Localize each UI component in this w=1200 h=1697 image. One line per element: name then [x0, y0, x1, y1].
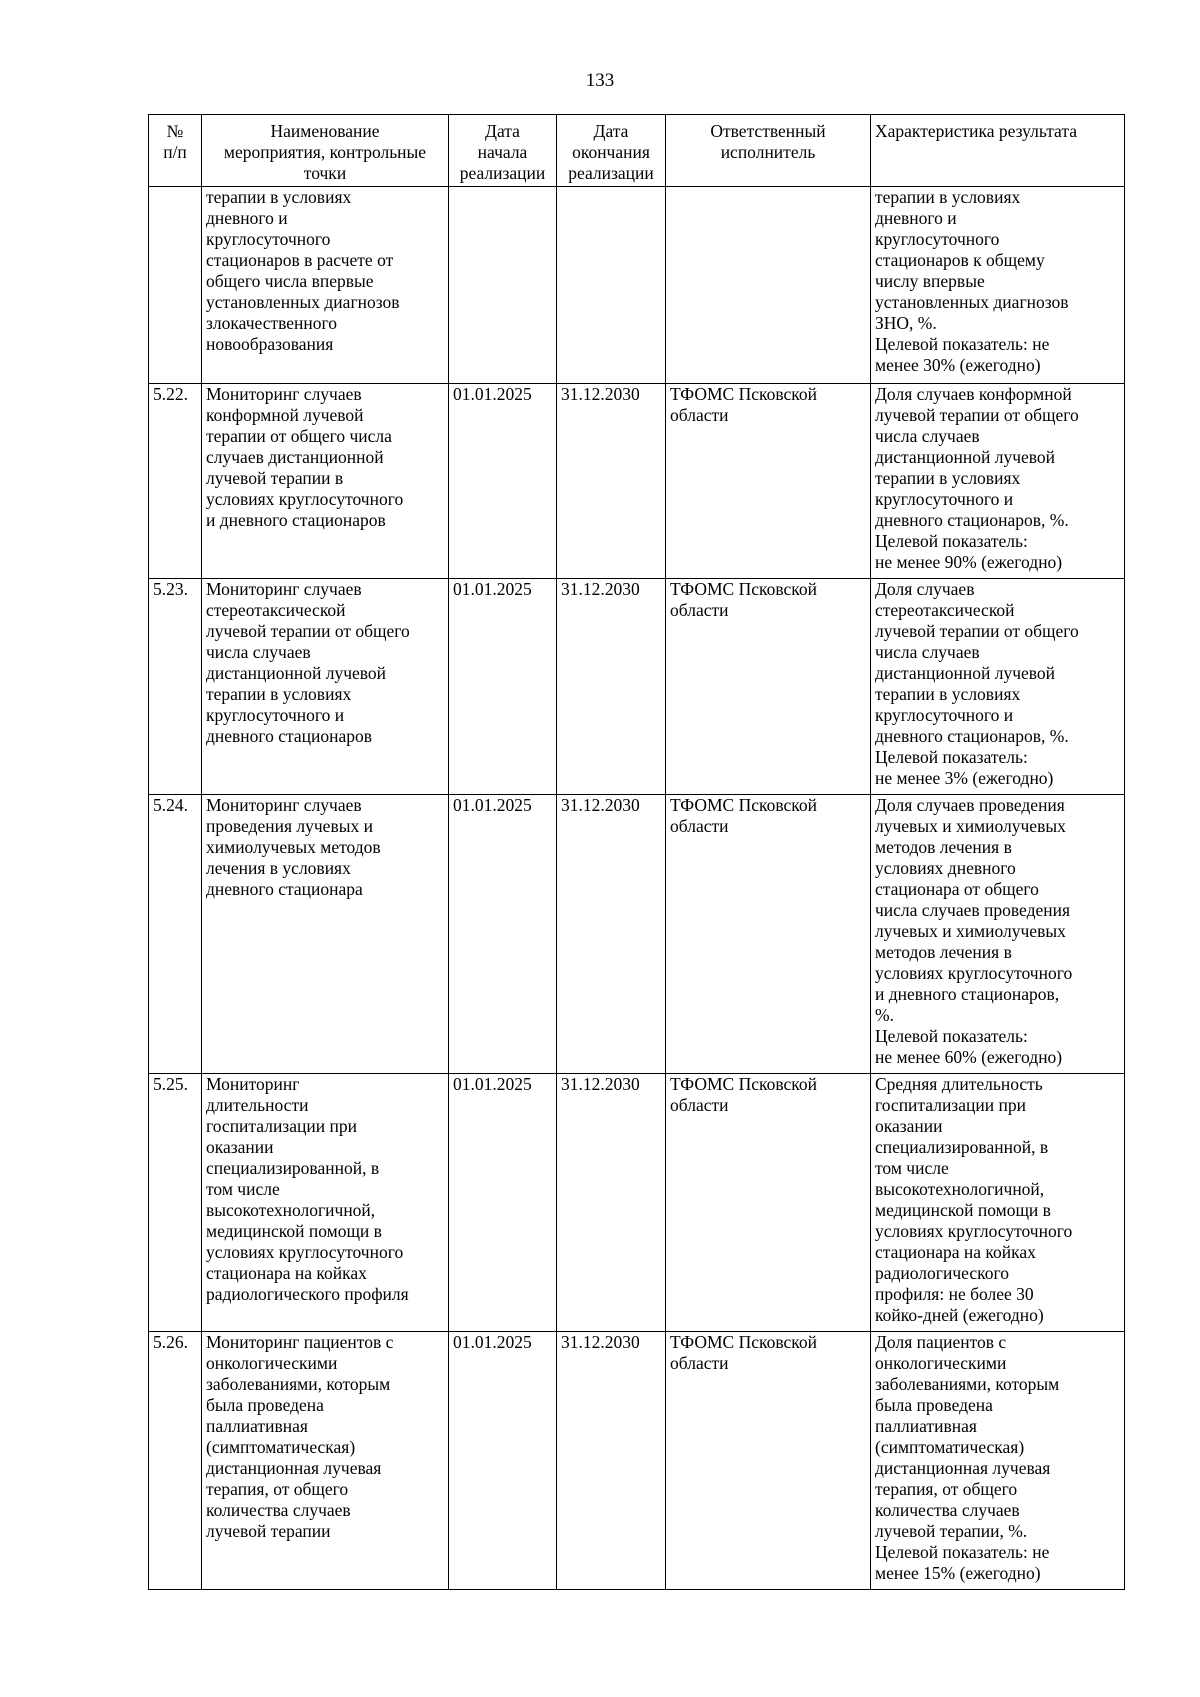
table-row	[149, 187, 1125, 384]
measures-table	[148, 114, 1125, 1590]
row-number	[149, 187, 202, 384]
row-end-date: 31.12.2030	[557, 1332, 666, 1590]
row-measure-name: Мониторинг длительности госпитализации при оказании специализированной, в том числе высокотехнологичной, медицинской помощи в условиях круглосуточного стационара на койках радиологического профиля	[202, 1074, 449, 1332]
row-number: 5.25.	[149, 1074, 202, 1332]
row-number: 5.22.	[149, 384, 202, 579]
row-start-date	[449, 187, 557, 384]
row-result: Средняя длительность госпитализации при оказании специализированной, в том числе высокотехнологичной, медицинской помощи в условиях круглосуточного стационара на койках радиологического профиля: не более 30 койко-дней (ежегодно)	[871, 1074, 1125, 1332]
header-end-date: Дата окончания реализации	[557, 115, 666, 187]
row-end-date: 31.12.2030	[557, 795, 666, 1074]
row-result: Доля случаев конформной лучевой терапии от общего числа случаев дистанционной лучевой терапии в условиях круглосуточного и дневного стационаров, %. Целевой показатель: не менее 90% (ежегодно)	[871, 384, 1125, 579]
row-executor: ТФОМС Псковской области	[666, 1332, 871, 1590]
row-start-date: 01.01.2025	[449, 795, 557, 1074]
table-row	[149, 579, 1125, 795]
row-end-date: 31.12.2030	[557, 1074, 666, 1332]
row-start-date: 01.01.2025	[449, 579, 557, 795]
row-start-date: 01.01.2025	[449, 1332, 557, 1590]
row-result: Доля случаев проведения лучевых и химиолучевых методов лечения в условиях дневного стационара от общего числа случаев проведения лучевых и химиолучевых методов лечения в условиях круглосуточного и дневного стационаров, %. Целевой показатель: не менее 60% (ежегодно)	[871, 795, 1125, 1074]
row-executor: ТФОМС Псковской области	[666, 795, 871, 1074]
row-result: Доля пациентов с онкологическими заболеваниями, которым была проведена паллиативная (симптоматическая) дистанционная лучевая терапия, от общего количества случаев лучевой терапии, %. Целевой показатель: не менее 15% (ежегодно)	[871, 1332, 1125, 1590]
row-result: Доля случаев стереотаксической лучевой терапии от общего числа случаев дистанционной лучевой терапии в условиях круглосуточного и дневного стационаров, %. Целевой показатель: не менее 3% (ежегодно)	[871, 579, 1125, 795]
row-number: 5.23.	[149, 579, 202, 795]
row-measure-name: Мониторинг случаев конформной лучевой терапии от общего числа случаев дистанционной лучевой терапии в условиях круглосуточного и дневного стационаров	[202, 384, 449, 579]
header-result: Характеристика результата	[871, 115, 1125, 187]
table-row	[149, 1332, 1125, 1590]
row-executor: ТФОМС Псковской области	[666, 1074, 871, 1332]
header-start-date: Дата начала реализации	[449, 115, 557, 187]
row-start-date: 01.01.2025	[449, 384, 557, 579]
row-executor	[666, 187, 871, 384]
table-row	[149, 795, 1125, 1074]
row-number: 5.26.	[149, 1332, 202, 1590]
row-measure-name: Мониторинг случаев проведения лучевых и химиолучевых методов лечения в условиях дневного стационара	[202, 795, 449, 1074]
header-number: № п/п	[149, 115, 202, 187]
row-end-date: 31.12.2030	[557, 384, 666, 579]
row-measure-name: Мониторинг случаев стереотаксической лучевой терапии от общего числа случаев дистанционной лучевой терапии в условиях круглосуточного и дневного стационаров	[202, 579, 449, 795]
row-end-date: 31.12.2030	[557, 579, 666, 795]
table-row	[149, 1074, 1125, 1332]
header-executor: Ответственный исполнитель	[666, 115, 871, 187]
row-executor: ТФОМС Псковской области	[666, 579, 871, 795]
table-row	[149, 384, 1125, 579]
page-number: 133	[585, 70, 615, 91]
row-result: терапии в условиях дневного и круглосуточного стационаров к общему числу впервые установленных диагнозов ЗНО, %. Целевой показатель: не менее 30% (ежегодно)	[871, 187, 1125, 384]
row-measure-name: Мониторинг пациентов с онкологическими заболеваниями, которым была проведена паллиативная (симптоматическая) дистанционная лучевая терапия, от общего количества случаев лучевой терапии	[202, 1332, 449, 1590]
table-header-row	[149, 115, 1125, 187]
row-measure-name: терапии в условиях дневного и круглосуточного стационаров в расчете от общего числа впервые установленных диагнозов злокачественного новообразования	[202, 187, 449, 384]
row-start-date: 01.01.2025	[449, 1074, 557, 1332]
row-end-date	[557, 187, 666, 384]
row-executor: ТФОМС Псковской области	[666, 384, 871, 579]
row-number: 5.24.	[149, 795, 202, 1074]
header-measure-name: Наименование мероприятия, контрольные точки	[202, 115, 449, 187]
